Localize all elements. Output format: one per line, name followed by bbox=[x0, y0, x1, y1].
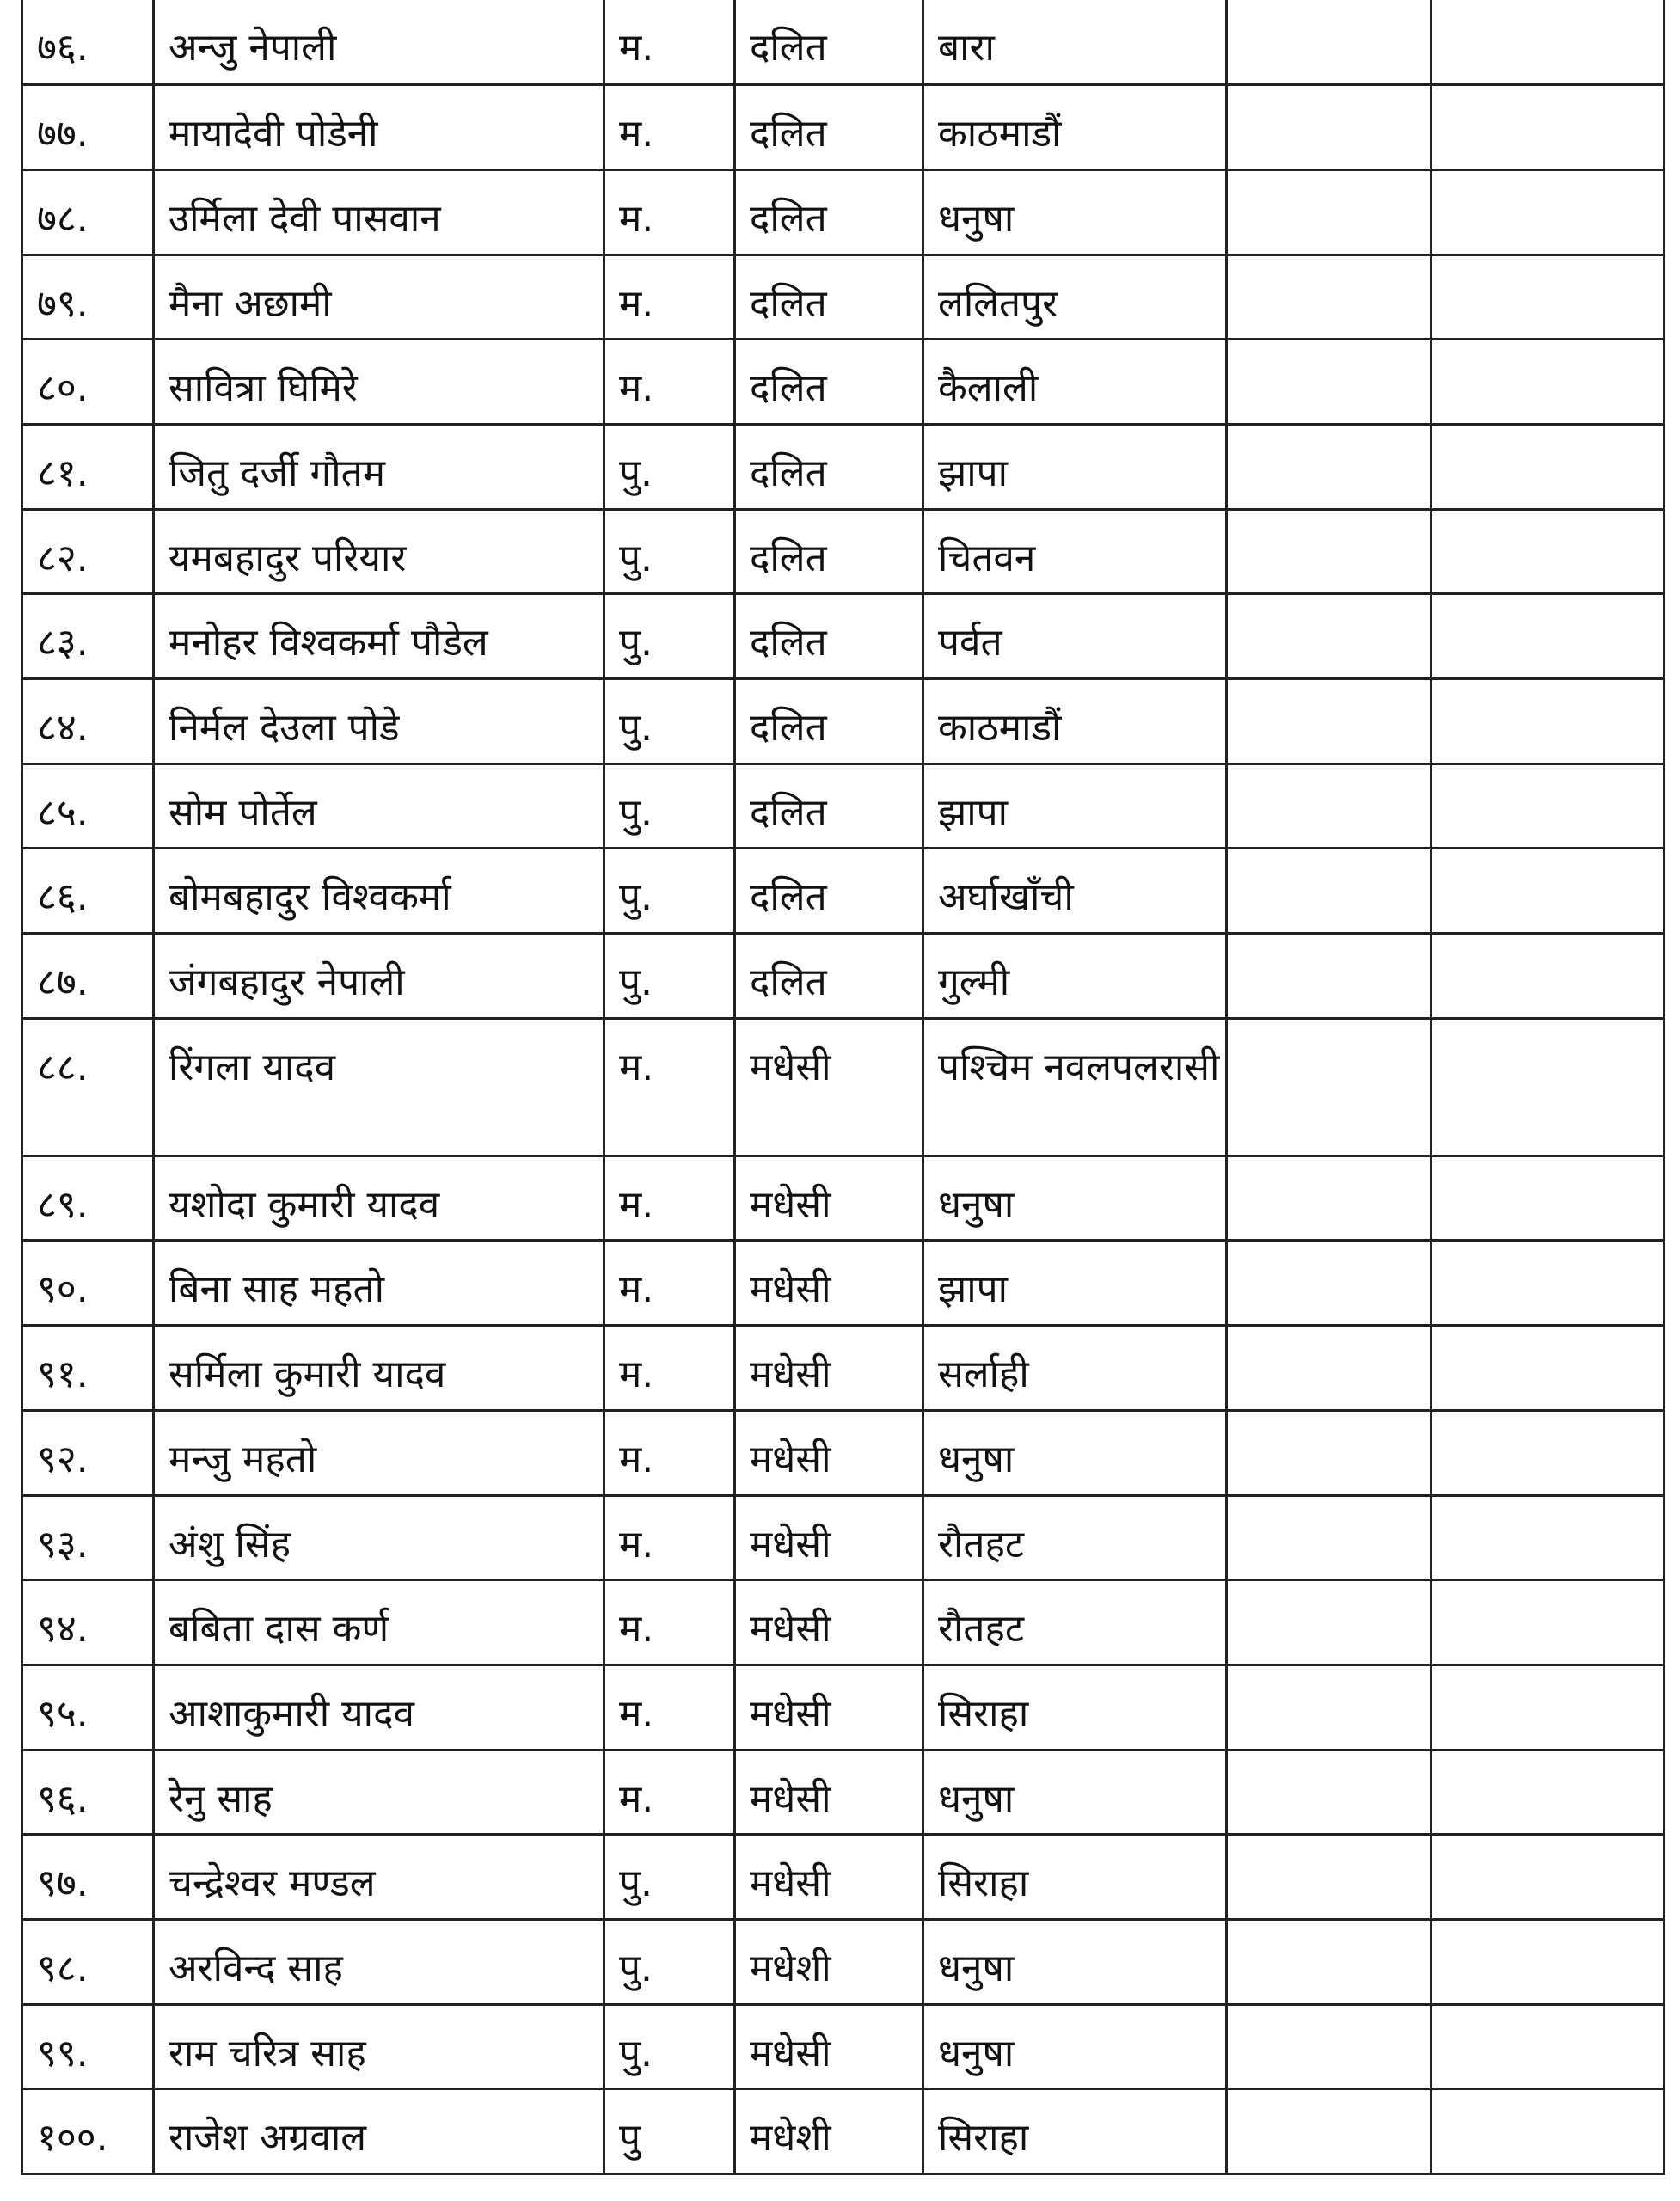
district-cell: सिराहा bbox=[923, 1665, 1227, 1750]
serial-number: ९१. bbox=[22, 1326, 154, 1411]
empty-cell bbox=[1227, 1750, 1432, 1835]
person-name: बिना साह महतो bbox=[154, 1241, 604, 1326]
table-row bbox=[22, 1241, 1665, 1326]
district-cell: गुल्मी bbox=[923, 934, 1227, 1019]
person-name: राजेश अग्रवाल bbox=[154, 2089, 604, 2174]
serial-number: ८४. bbox=[22, 679, 154, 764]
person-name: मन्जु महतो bbox=[154, 1410, 604, 1495]
category-cell: मधेसी bbox=[735, 1495, 923, 1580]
district-cell: झापा bbox=[923, 424, 1227, 509]
district-cell: ललितपुर bbox=[923, 254, 1227, 340]
empty-cell bbox=[1227, 594, 1432, 679]
person-name: रिंगला यादव bbox=[154, 1018, 604, 1156]
category-cell: दलित bbox=[735, 85, 923, 170]
district-cell: सिराहा bbox=[923, 2089, 1227, 2174]
gender-cell: म. bbox=[604, 0, 735, 85]
category-cell: मधेसी bbox=[735, 1018, 923, 1156]
empty-cell bbox=[1432, 424, 1665, 509]
empty-cell bbox=[1432, 849, 1665, 934]
serial-number: ८९. bbox=[22, 1156, 154, 1241]
serial-number: ८२. bbox=[22, 509, 154, 594]
serial-number: ९३. bbox=[22, 1495, 154, 1580]
category-cell: मधेसी bbox=[735, 1156, 923, 1241]
table-row bbox=[22, 1835, 1665, 1920]
serial-number: ९०. bbox=[22, 1241, 154, 1326]
person-name: मनोहर विश्वकर्मा पौडेल bbox=[154, 594, 604, 679]
district-cell: धनुषा bbox=[923, 2004, 1227, 2089]
category-cell: दलित bbox=[735, 0, 923, 85]
empty-cell bbox=[1432, 1750, 1665, 1835]
gender-cell: म. bbox=[604, 254, 735, 340]
gender-cell: म. bbox=[604, 1241, 735, 1326]
table-row bbox=[22, 1580, 1665, 1665]
table-row bbox=[22, 1750, 1665, 1835]
person-name: रेनु साह bbox=[154, 1750, 604, 1835]
person-name: अंशु सिंह bbox=[154, 1495, 604, 1580]
empty-cell bbox=[1432, 85, 1665, 170]
category-cell: मधेसी bbox=[735, 1835, 923, 1920]
serial-number: ८७. bbox=[22, 934, 154, 1019]
person-name: मैना अछामी bbox=[154, 254, 604, 340]
empty-cell bbox=[1227, 679, 1432, 764]
empty-cell bbox=[1432, 1580, 1665, 1665]
person-name: बबिता दास कर्ण bbox=[154, 1580, 604, 1665]
category-cell: मधेसी bbox=[735, 1326, 923, 1411]
empty-cell bbox=[1432, 0, 1665, 85]
person-name: मायादेवी पोडेनी bbox=[154, 85, 604, 170]
category-cell: दलित bbox=[735, 509, 923, 594]
serial-number: ८१. bbox=[22, 424, 154, 509]
empty-cell bbox=[1227, 509, 1432, 594]
person-name: यशोदा कुमारी यादव bbox=[154, 1156, 604, 1241]
gender-cell: म. bbox=[604, 169, 735, 254]
district-cell: अर्घाखाँची bbox=[923, 849, 1227, 934]
person-name: बोमबहादुर विश्वकर्मा bbox=[154, 849, 604, 934]
empty-cell bbox=[1227, 2004, 1432, 2089]
empty-cell bbox=[1432, 2004, 1665, 2089]
person-name: जितु दर्जी गौतम bbox=[154, 424, 604, 509]
empty-cell bbox=[1227, 1326, 1432, 1411]
serial-number: ९६. bbox=[22, 1750, 154, 1835]
person-name: यमबहादुर परियार bbox=[154, 509, 604, 594]
table-row bbox=[22, 340, 1665, 425]
category-cell: दलित bbox=[735, 594, 923, 679]
empty-cell bbox=[1227, 934, 1432, 1019]
empty-cell bbox=[1432, 254, 1665, 340]
table-row bbox=[22, 2089, 1665, 2174]
roster-body bbox=[22, 0, 1665, 2174]
serial-number: ८०. bbox=[22, 340, 154, 425]
empty-cell bbox=[1432, 1410, 1665, 1495]
empty-cell bbox=[1227, 849, 1432, 934]
district-cell: काठमाडौं bbox=[923, 679, 1227, 764]
district-cell: सर्लाही bbox=[923, 1326, 1227, 1411]
table-row bbox=[22, 1018, 1665, 1156]
table-row bbox=[22, 1919, 1665, 2004]
gender-cell: पु. bbox=[604, 509, 735, 594]
gender-cell: म. bbox=[604, 1665, 735, 1750]
table-row bbox=[22, 169, 1665, 254]
serial-number: ७७. bbox=[22, 85, 154, 170]
category-cell: मधेसी bbox=[735, 1580, 923, 1665]
empty-cell bbox=[1432, 340, 1665, 425]
gender-cell: म. bbox=[604, 1580, 735, 1665]
table-row bbox=[22, 934, 1665, 1019]
empty-cell bbox=[1432, 594, 1665, 679]
table-row bbox=[22, 254, 1665, 340]
empty-cell bbox=[1227, 0, 1432, 85]
serial-number: ७६. bbox=[22, 0, 154, 85]
serial-number: ९९. bbox=[22, 2004, 154, 2089]
district-cell: झापा bbox=[923, 763, 1227, 849]
table-row bbox=[22, 763, 1665, 849]
empty-cell bbox=[1432, 1326, 1665, 1411]
empty-cell bbox=[1227, 1156, 1432, 1241]
serial-number: ८५. bbox=[22, 763, 154, 849]
person-name: सोम पोर्तेल bbox=[154, 763, 604, 849]
gender-cell: पु. bbox=[604, 934, 735, 1019]
person-name: सर्मिला कुमारी यादव bbox=[154, 1326, 604, 1411]
empty-cell bbox=[1432, 1835, 1665, 1920]
district-cell: सिराहा bbox=[923, 1835, 1227, 1920]
gender-cell: म. bbox=[604, 85, 735, 170]
gender-cell: म. bbox=[604, 340, 735, 425]
person-name: जंगबहादुर नेपाली bbox=[154, 934, 604, 1019]
gender-cell: म. bbox=[604, 1156, 735, 1241]
serial-number: ९२. bbox=[22, 1410, 154, 1495]
table-row bbox=[22, 2004, 1665, 2089]
empty-cell bbox=[1227, 1580, 1432, 1665]
district-cell: धनुषा bbox=[923, 1750, 1227, 1835]
table-row bbox=[22, 1410, 1665, 1495]
category-cell: मधेसी bbox=[735, 1665, 923, 1750]
empty-cell bbox=[1227, 1241, 1432, 1326]
empty-cell bbox=[1227, 85, 1432, 170]
gender-cell: पु bbox=[604, 2089, 735, 2174]
district-cell: रौतहट bbox=[923, 1495, 1227, 1580]
table-row bbox=[22, 85, 1665, 170]
category-cell: दलित bbox=[735, 340, 923, 425]
empty-cell bbox=[1227, 169, 1432, 254]
person-name: आशाकुमारी यादव bbox=[154, 1665, 604, 1750]
district-cell: काठमाडौं bbox=[923, 85, 1227, 170]
gender-cell: पु. bbox=[604, 2004, 735, 2089]
person-name: अरविन्द साह bbox=[154, 1919, 604, 2004]
gender-cell: पु. bbox=[604, 849, 735, 934]
serial-number: ९५. bbox=[22, 1665, 154, 1750]
district-cell: धनुषा bbox=[923, 1919, 1227, 2004]
district-cell: कैलाली bbox=[923, 340, 1227, 425]
table-row bbox=[22, 0, 1665, 85]
empty-cell bbox=[1227, 340, 1432, 425]
serial-number: ९८. bbox=[22, 1919, 154, 2004]
serial-number: ८३. bbox=[22, 594, 154, 679]
empty-cell bbox=[1227, 424, 1432, 509]
category-cell: दलित bbox=[735, 424, 923, 509]
empty-cell bbox=[1432, 763, 1665, 849]
person-name: सावित्रा घिमिरे bbox=[154, 340, 604, 425]
gender-cell: म. bbox=[604, 1326, 735, 1411]
gender-cell: म. bbox=[604, 1750, 735, 1835]
person-name: राम चरित्र साह bbox=[154, 2004, 604, 2089]
roster-sheet bbox=[21, 0, 1663, 2197]
gender-cell: म. bbox=[604, 1018, 735, 1156]
category-cell: दलित bbox=[735, 169, 923, 254]
gender-cell: पु. bbox=[604, 679, 735, 764]
empty-cell bbox=[1227, 1495, 1432, 1580]
district-cell: पर्वत bbox=[923, 594, 1227, 679]
person-name: अन्जु नेपाली bbox=[154, 0, 604, 85]
empty-cell bbox=[1432, 679, 1665, 764]
empty-cell bbox=[1227, 763, 1432, 849]
category-cell: मधेशी bbox=[735, 2089, 923, 2174]
person-name: उर्मिला देवी पासवान bbox=[154, 169, 604, 254]
gender-cell: पु. bbox=[604, 1919, 735, 2004]
gender-cell: पु. bbox=[604, 424, 735, 509]
table-row bbox=[22, 1326, 1665, 1411]
district-cell: झापा bbox=[923, 1241, 1227, 1326]
district-cell: धनुषा bbox=[923, 169, 1227, 254]
category-cell: दलित bbox=[735, 849, 923, 934]
district-cell: बारा bbox=[923, 0, 1227, 85]
serial-number: ७८. bbox=[22, 169, 154, 254]
empty-cell bbox=[1432, 169, 1665, 254]
gender-cell: पु. bbox=[604, 594, 735, 679]
empty-cell bbox=[1227, 1919, 1432, 2004]
district-cell: धनुषा bbox=[923, 1410, 1227, 1495]
gender-cell: पु. bbox=[604, 1835, 735, 1920]
empty-cell bbox=[1227, 1835, 1432, 1920]
district-cell: धनुषा bbox=[923, 1156, 1227, 1241]
empty-cell bbox=[1432, 1241, 1665, 1326]
category-cell: मधेसी bbox=[735, 1241, 923, 1326]
empty-cell bbox=[1227, 254, 1432, 340]
empty-cell bbox=[1227, 1018, 1432, 1156]
table-row bbox=[22, 509, 1665, 594]
empty-cell bbox=[1432, 934, 1665, 1019]
table-row bbox=[22, 679, 1665, 764]
serial-number: ७९. bbox=[22, 254, 154, 340]
category-cell: मधेसी bbox=[735, 2004, 923, 2089]
district-cell: रौतहट bbox=[923, 1580, 1227, 1665]
category-cell: दलित bbox=[735, 763, 923, 849]
serial-number: ९७. bbox=[22, 1835, 154, 1920]
empty-cell bbox=[1432, 1018, 1665, 1156]
table-row bbox=[22, 849, 1665, 934]
table-row bbox=[22, 594, 1665, 679]
category-cell: मधेसी bbox=[735, 1410, 923, 1495]
empty-cell bbox=[1432, 1156, 1665, 1241]
category-cell: दलित bbox=[735, 934, 923, 1019]
empty-cell bbox=[1432, 509, 1665, 594]
serial-number: १००. bbox=[22, 2089, 154, 2174]
empty-cell bbox=[1227, 2089, 1432, 2174]
table-row bbox=[22, 1156, 1665, 1241]
district-cell: पश्चिम नवलपलरासी bbox=[923, 1018, 1227, 1156]
category-cell: दलित bbox=[735, 254, 923, 340]
empty-cell bbox=[1227, 1665, 1432, 1750]
empty-cell bbox=[1432, 1665, 1665, 1750]
person-name: निर्मल देउला पोडे bbox=[154, 679, 604, 764]
serial-number: ८८. bbox=[22, 1018, 154, 1156]
category-cell: मधेशी bbox=[735, 1919, 923, 2004]
table-row bbox=[22, 1495, 1665, 1580]
category-cell: मधेसी bbox=[735, 1750, 923, 1835]
serial-number: ८६. bbox=[22, 849, 154, 934]
serial-number: ९४. bbox=[22, 1580, 154, 1665]
empty-cell bbox=[1432, 1495, 1665, 1580]
table-row bbox=[22, 1665, 1665, 1750]
empty-cell bbox=[1432, 1919, 1665, 2004]
empty-cell bbox=[1432, 2089, 1665, 2174]
empty-cell bbox=[1227, 1410, 1432, 1495]
gender-cell: म. bbox=[604, 1495, 735, 1580]
person-name: चन्द्रेश्वर मण्डल bbox=[154, 1835, 604, 1920]
gender-cell: पु. bbox=[604, 763, 735, 849]
category-cell: दलित bbox=[735, 679, 923, 764]
table-row bbox=[22, 424, 1665, 509]
district-cell: चितवन bbox=[923, 509, 1227, 594]
roster-table bbox=[21, 0, 1665, 2175]
gender-cell: म. bbox=[604, 1410, 735, 1495]
